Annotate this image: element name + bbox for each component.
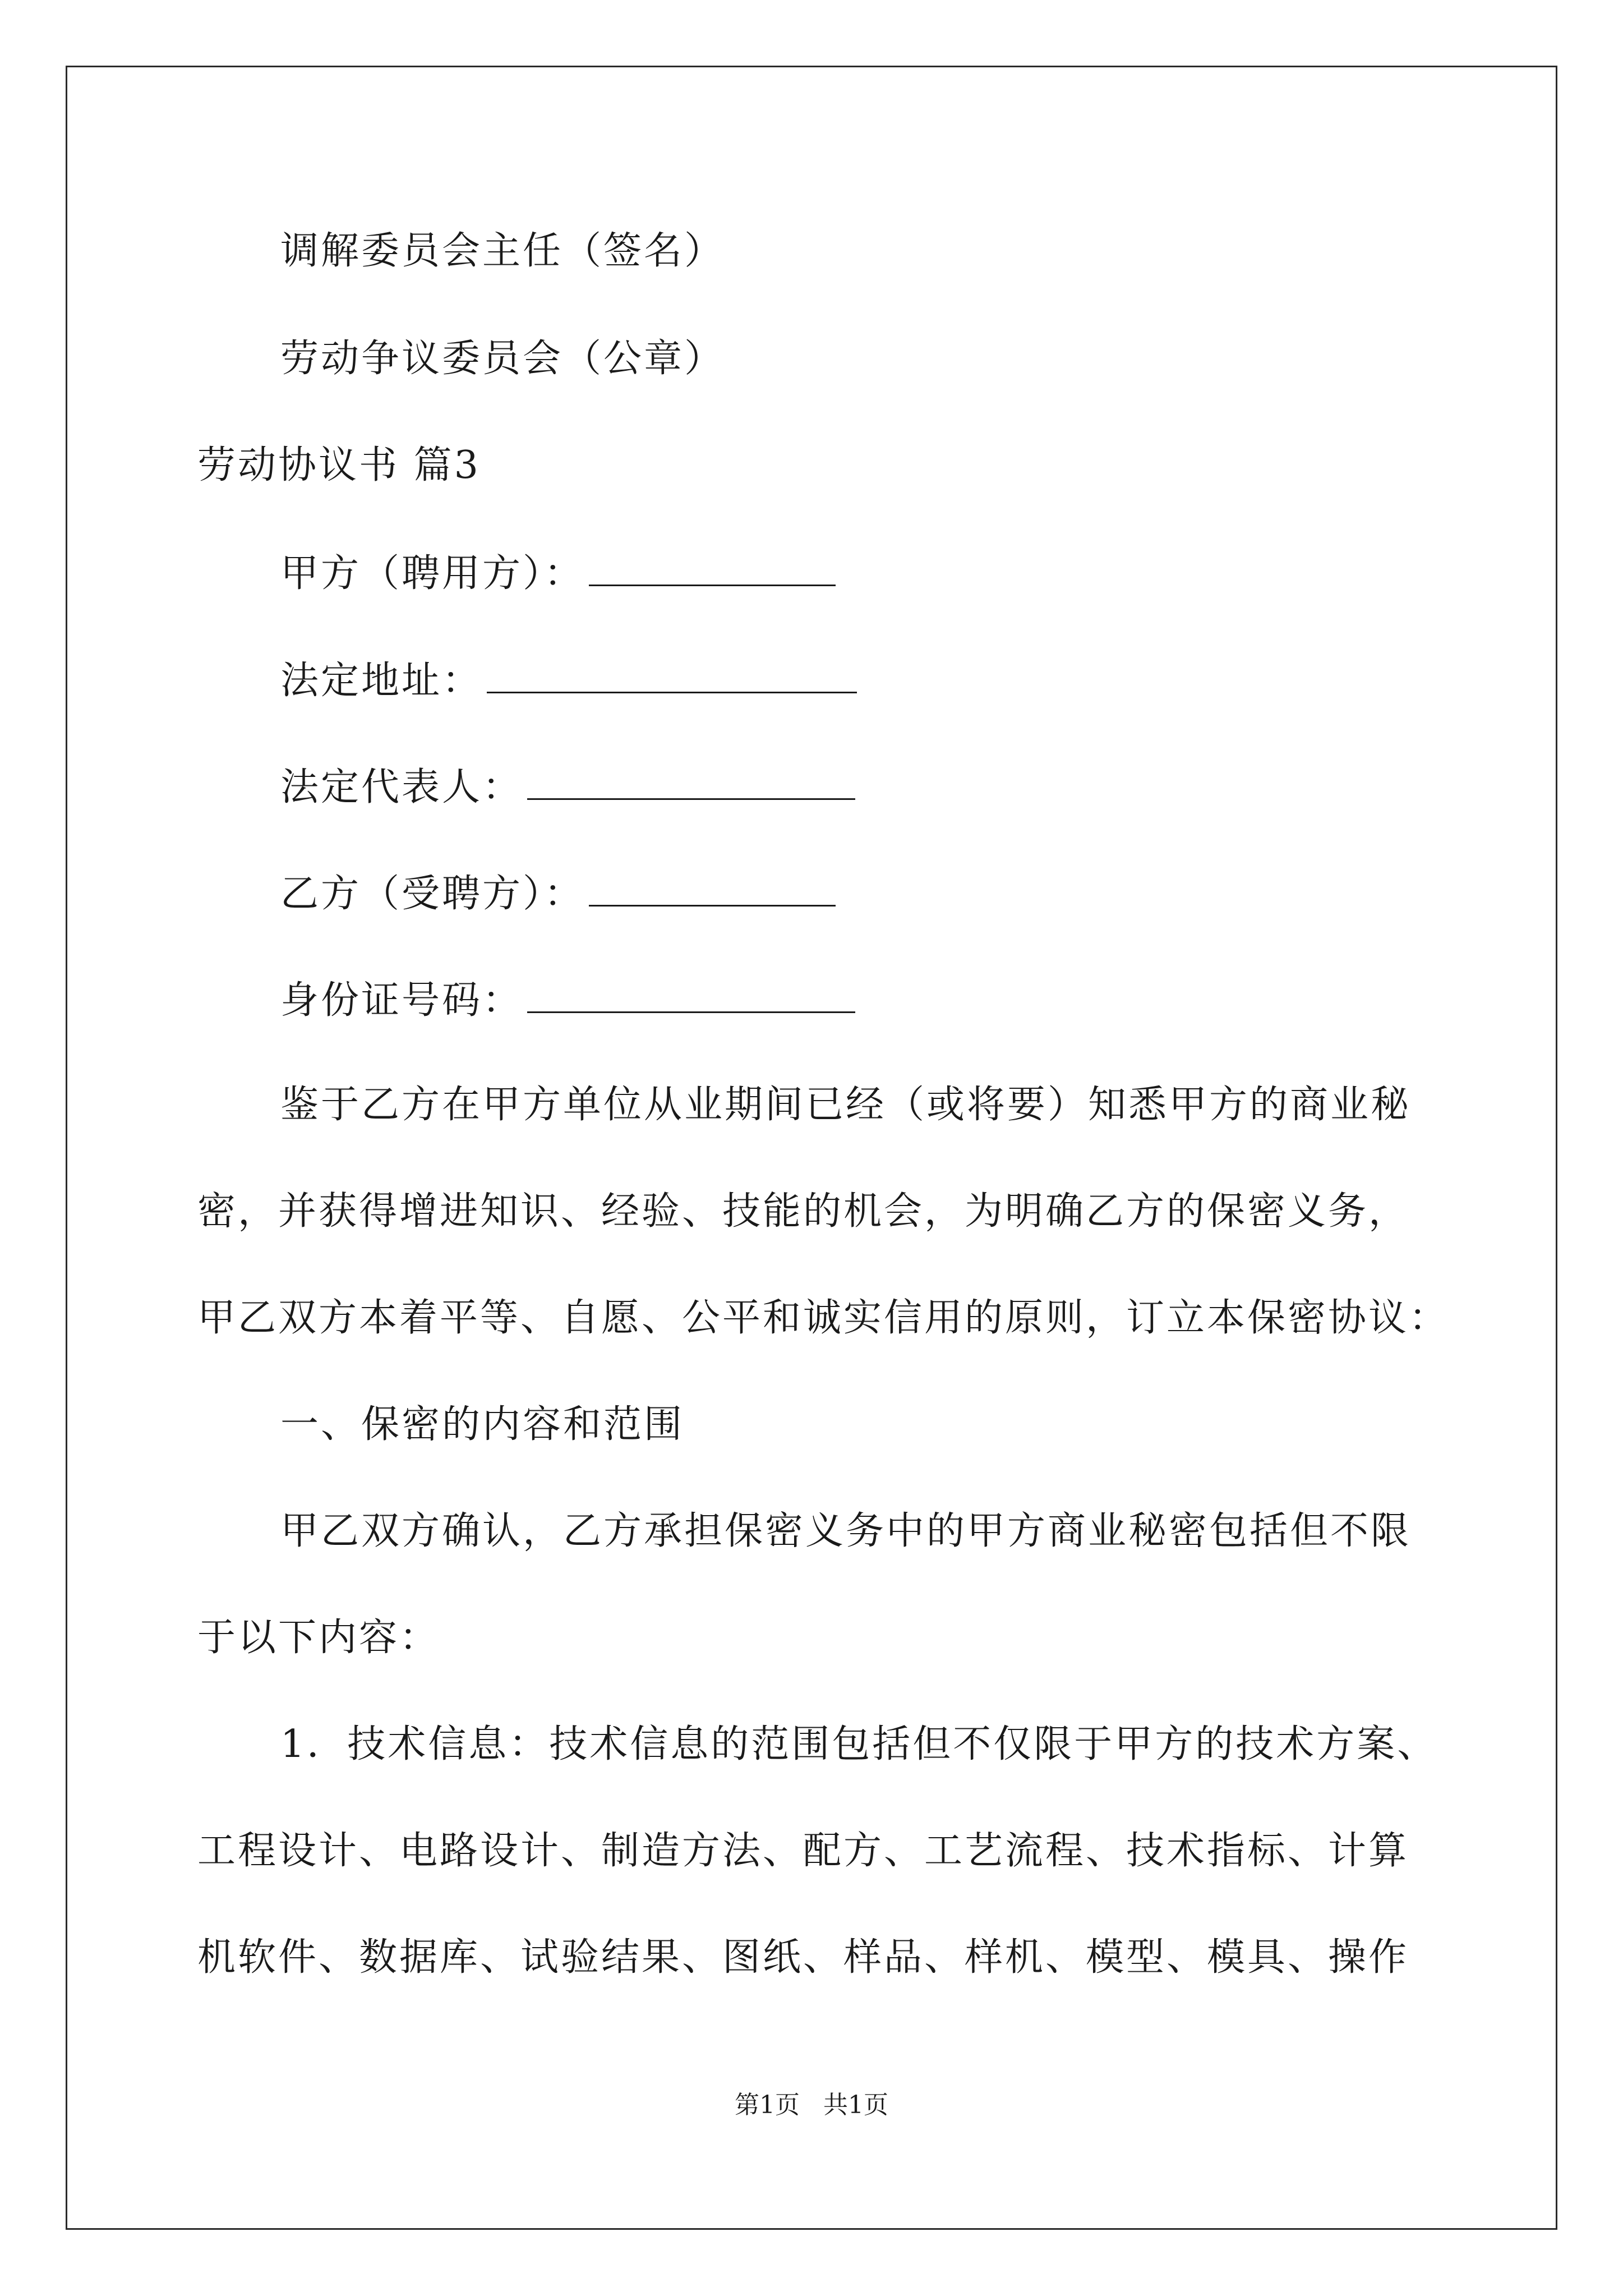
committee-seal-line: 劳动争议委员会（公章） — [280, 337, 725, 381]
field-party-b — [280, 871, 836, 917]
paragraph-line: 工程设计、电路设计、制造方法、配方、工艺流程、技术指标、计算 — [197, 1829, 1409, 1873]
fill-in-blank[interactable] — [527, 978, 855, 1013]
field-label: 乙方（受聘方）： — [280, 872, 585, 916]
field-label: 甲方（聘用方）： — [280, 551, 585, 596]
page-number: 第1页 共1页 — [735, 2091, 888, 2119]
fill-in-blank[interactable] — [589, 551, 836, 586]
paragraph-line: 甲乙双方本着平等、自愿、公平和诚实信用的原则，订立本保密协议： — [197, 1296, 1450, 1340]
field-label: 法定地址： — [280, 659, 483, 703]
fill-in-blank[interactable] — [527, 765, 855, 800]
field-legal-address — [280, 658, 857, 703]
section-title: 劳动协议书 篇3 — [197, 443, 481, 487]
fill-in-blank[interactable] — [487, 658, 857, 693]
paragraph-line: 鉴于乙方在甲方单位从业期间已经（或将要）知悉甲方的商业秘 — [280, 1083, 1412, 1127]
section-heading: 一、保密的内容和范围 — [280, 1402, 685, 1447]
paragraph-line: 1．技术信息：技术信息的范围包括但不仅限于甲方的技术方案、 — [280, 1722, 1438, 1766]
field-party-a — [280, 551, 836, 596]
paragraph-line: 于以下内容： — [197, 1616, 440, 1660]
field-legal-representative — [280, 765, 855, 810]
field-id-number — [280, 978, 855, 1023]
page-border — [66, 66, 1557, 2230]
mediator-signature-line: 调解委员会主任（签名） — [280, 229, 725, 273]
fill-in-blank[interactable] — [589, 871, 836, 907]
field-label: 身份证号码： — [280, 978, 523, 1023]
paragraph-line: 机软件、数据库、试验结果、图纸、样品、样机、模型、模具、操作 — [197, 1935, 1409, 1980]
paragraph-line: 甲乙双方确认，乙方承担保密义务中的甲方商业秘密包括但不限 — [280, 1509, 1412, 1553]
field-label: 法定代表人： — [280, 765, 523, 809]
paragraph-line: 密，并获得增进知识、经验、技能的机会，为明确乙方的保密义务， — [197, 1189, 1409, 1234]
